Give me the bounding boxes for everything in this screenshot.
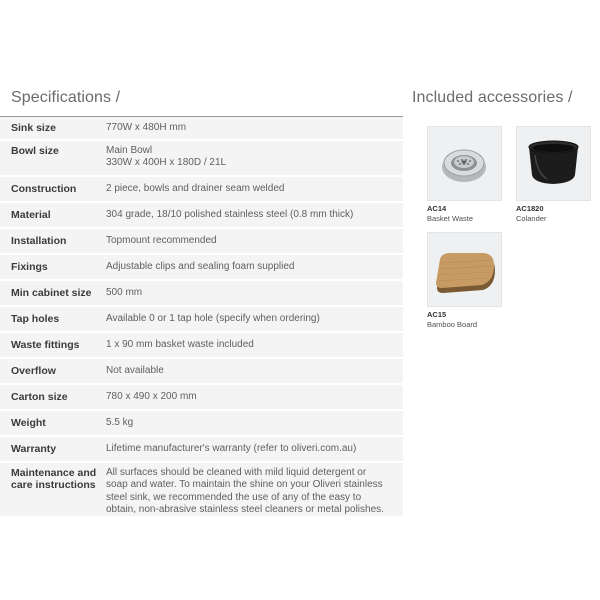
spec-row xyxy=(0,255,403,281)
spec-row xyxy=(0,203,403,229)
spec-value-line: soap and water. To maintain the shine on your Oliveri stainless xyxy=(106,479,383,491)
spec-label-line: Sink size xyxy=(11,122,56,134)
spec-label xyxy=(0,209,106,221)
accessory-name: Colander xyxy=(516,214,547,223)
spec-label xyxy=(0,235,106,247)
spec-label xyxy=(0,313,106,325)
spec-label xyxy=(0,261,106,273)
spec-label-line: care instructions xyxy=(11,479,96,491)
spec-label-line: Construction xyxy=(11,183,77,195)
spec-value-line: Topmount recommended xyxy=(106,234,217,246)
spec-label xyxy=(0,339,106,351)
spec-label-line: Installation xyxy=(11,235,67,247)
spec-value-line: All surfaces should be cleaned with mild liquid detergent or xyxy=(106,467,367,478)
spec-value xyxy=(106,391,403,403)
spec-label xyxy=(0,417,106,429)
spec-row xyxy=(0,359,403,385)
spec-value-line: Main Bowl xyxy=(106,145,153,156)
spec-label-line: Warranty xyxy=(11,443,57,455)
spec-value xyxy=(106,235,403,247)
accessory-code: AC15 xyxy=(427,310,447,319)
spec-row xyxy=(0,229,403,255)
spec-label xyxy=(0,467,106,491)
spec-label xyxy=(0,122,106,134)
spec-row xyxy=(0,463,403,518)
spec-label-line: Weight xyxy=(11,417,46,429)
spec-value xyxy=(106,209,403,221)
spec-value-line: Adjustable clips and sealing foam supplied xyxy=(106,260,295,272)
basket-waste-image xyxy=(427,126,502,201)
spec-label-line: Bowl size xyxy=(11,145,59,157)
spec-label-line: Min cabinet size xyxy=(11,287,92,299)
spec-row xyxy=(0,411,403,437)
spec-row xyxy=(0,141,403,177)
spec-value-line: 770W x 480H mm xyxy=(106,121,187,133)
spec-label xyxy=(0,391,106,403)
accessory-code: AC1820 xyxy=(516,204,544,213)
spec-row xyxy=(0,177,403,203)
bamboo-board-image xyxy=(427,232,502,307)
spec-label-line: Material xyxy=(11,209,51,221)
spec-value xyxy=(106,339,403,351)
spec-value-line: 500 mm xyxy=(106,286,143,298)
specifications-heading: Specifications / xyxy=(11,89,121,106)
accessory-bamboo-board xyxy=(427,232,502,329)
spec-value xyxy=(106,183,403,195)
spec-label-line: Tap holes xyxy=(11,313,60,325)
specifications-table xyxy=(0,116,403,518)
spec-label-line: Fixings xyxy=(11,261,48,273)
accessory-basket-waste xyxy=(427,126,502,223)
spec-label-line: Carton size xyxy=(11,391,68,403)
spec-label xyxy=(0,365,106,377)
spec-row xyxy=(0,333,403,359)
spec-label xyxy=(0,443,106,455)
spec-row xyxy=(0,437,403,463)
spec-label xyxy=(0,145,106,157)
spec-value-line: 2 piece, bowls and drainer seam welded xyxy=(106,182,285,194)
spec-value xyxy=(106,467,403,517)
accessory-name: Bamboo Board xyxy=(427,320,478,329)
spec-value xyxy=(106,145,403,170)
spec-value xyxy=(106,287,403,299)
spec-value xyxy=(106,261,403,273)
spec-value xyxy=(106,313,403,325)
spec-label xyxy=(0,183,106,195)
spec-value xyxy=(106,122,403,134)
spec-value-line: steel sink, we recommended the use of any of the easy to xyxy=(106,491,362,503)
accessories-heading: Included accessories / xyxy=(412,89,573,106)
spec-value-line: 304 grade, 18/10 polished stainless steel (0.8 mm thick) xyxy=(106,208,354,220)
spec-label-line: Overflow xyxy=(11,365,56,377)
spec-value xyxy=(106,417,403,429)
spec-label xyxy=(0,287,106,299)
spec-label-line: Maintenance and xyxy=(11,467,97,479)
spec-value-line: obtain, non-abrasive stainless steel cleaners or metal polishes. xyxy=(106,504,384,516)
spec-value-line: 780 x 490 x 200 mm xyxy=(106,390,197,402)
spec-value xyxy=(106,365,403,377)
spec-value-line: Not available xyxy=(106,364,164,376)
spec-value xyxy=(106,443,403,455)
colander-image xyxy=(516,126,591,201)
spec-label-line: Waste fittings xyxy=(11,339,80,351)
spec-value-line: 1 x 90 mm basket waste included xyxy=(106,338,254,350)
spec-row xyxy=(0,117,403,141)
spec-value-line: 330W x 400H x 180D / 21L xyxy=(106,157,227,169)
spec-value-line: Lifetime manufacturer's warranty (refer to oliveri.com.au) xyxy=(106,442,357,454)
spec-value-line: 5.5 kg xyxy=(106,416,134,428)
accessory-code: AC14 xyxy=(427,204,447,213)
spec-row xyxy=(0,385,403,411)
spec-row xyxy=(0,307,403,333)
accessory-name: Basket Waste xyxy=(427,214,473,223)
spec-value-line: Available 0 or 1 tap hole (specify when ordering) xyxy=(106,312,320,324)
accessory-colander xyxy=(516,126,591,223)
spec-row xyxy=(0,281,403,307)
